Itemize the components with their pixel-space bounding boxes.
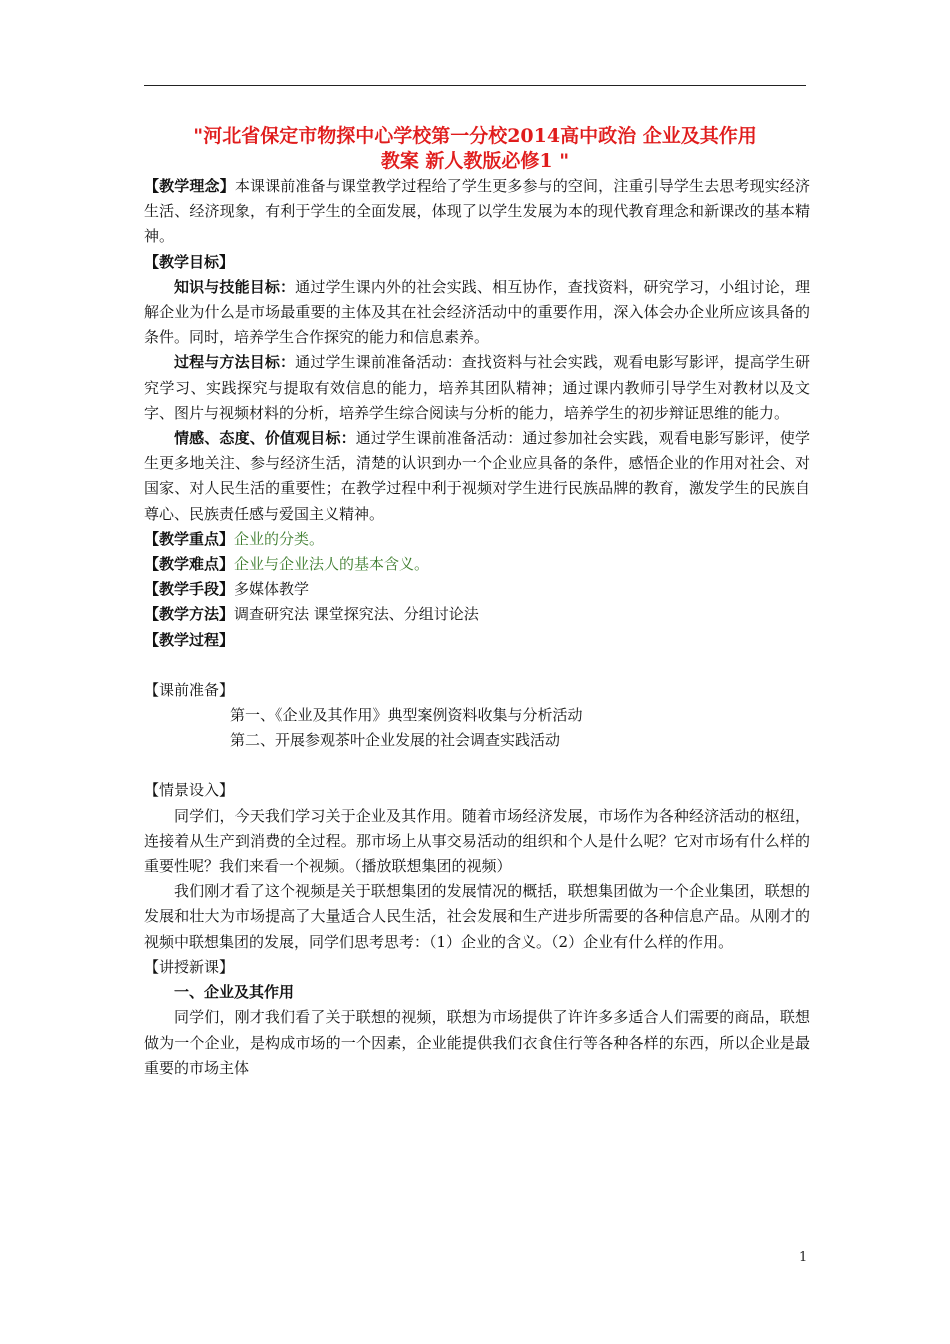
goal1-label: 知识与技能目标： [174, 277, 296, 296]
goal3-text: 通过学生课前准备活动：通过参加社会实践，观看电影写影评，使学生更多地关注、参与经济生活，清楚的认识到办一个企业应具备的条件，感悟企业的作用对社会、对国家、对人民生活的重要性；在教学过程中利于视频对学生进行民族品牌的教育，激发学生的民族自尊心、民族责任感与爱国主义精神。 [144, 429, 810, 523]
concept-label: 【教学理念】 [144, 177, 235, 195]
method-label: 【教学方法】 [144, 605, 235, 624]
difficulty-label: 【教学难点】 [144, 555, 235, 574]
teaching-method [144, 602, 810, 627]
goal2-text: 通过学生课前准备活动：查找资料与社会实践，观看电影写影评，提高学生研究学习、实践探究与提取有效信息的能力，培养其团队精神；通过课内教师引导学生对教材以及文字、图片与视频材料的分析，培养学生综合阅读与分析的能力，培养学生的初步辩证思维的能力。 [144, 353, 810, 422]
section-heading-1: 一、企业及其作用 [174, 983, 295, 1002]
teaching-means [144, 577, 810, 602]
prep-label: 【课前准备】 [144, 680, 235, 699]
goal-process [144, 350, 810, 426]
goal2-label: 过程与方法目标： [174, 353, 296, 372]
focus-text: 企业的分类。 [234, 529, 325, 548]
spacer [144, 753, 810, 778]
focus-label: 【教学重点】 [144, 529, 235, 548]
teaching-concept [144, 174, 810, 250]
title-line-1: "河北省保定市物探中心学校第一分校2014高中政治 企业及其作用 [193, 125, 757, 147]
teaching-focus [144, 527, 810, 552]
intro-paragraph-2: 我们刚才看了这个视频是关于联想集团的发展情况的概括，联想集团做为一个企业集团，联想的发展和壮大为市场提高了大量适合人民生活，社会发展和生产进步所需要的各种信息产品。从刚才的视频中联想集团的发展，同学们思考思考：（1）企业的含义。（2）企业有什么样的作用。 [144, 882, 810, 951]
prep-item-2: 第二、开展参观茶叶企业发展的社会调查实践活动 [230, 731, 561, 750]
means-label: 【教学手段】 [144, 580, 235, 599]
goal3-label: 情感、态度、价值观目标： [174, 429, 356, 448]
method-text: 调查研究法 课堂探究法、分组讨论法 [234, 605, 479, 624]
header-rule [144, 85, 806, 86]
document-title [144, 124, 806, 174]
intro-label: 【情景设入】 [144, 781, 235, 800]
goal-emotion [144, 426, 810, 527]
title-line-2: 教案 新人教版必修1 " [380, 150, 570, 172]
means-text: 多媒体教学 [234, 580, 310, 599]
spacer [144, 653, 810, 678]
difficulty-text: 企业与企业法人的基本含义。 [234, 555, 430, 574]
prep-item-1: 第一、《企业及其作用》典型案例资料收集与分析活动 [230, 706, 583, 725]
intro-paragraph-1: 同学们，今天我们学习关于企业及其作用。随着市场经济发展，市场作为各种经济活动的枢纽，连接着从生产到消费的全过程。那市场上从事交易活动的组织和个人是什么呢？它对市场有什么样的重要性呢？我们来看一个视频。（播放联想集团的视频） [144, 806, 810, 876]
goal1-text: 通过学生课内外的社会实践、相互协作，查找资料，研究学习，小组讨论，理解企业为什么是市场最重要的主体及其在社会经济活动中的重要作用，深入体会办企业所应该具备的条件。同时，培养学生合作探究的能力和信息素养。 [144, 277, 810, 347]
lecture-paragraph-1: 同学们，刚才我们看了关于联想的视频，联想为市场提供了许许多多适合人们需要的商品，联想做为一个企业，是构成市场的一个因素，企业能提供我们衣食住行等各种各样的东西，所以企业是最重要的市场主体 [144, 1008, 810, 1077]
concept-text: 本课课前准备与课堂教学过程给了学生更多参与的空间，注重引导学生去思考现实经济生活、经济现象，有利于学生的全面发展，体现了以学生发展为本的现代教育理念和新课改的基本精神。 [144, 177, 810, 246]
document-body [144, 174, 810, 1081]
lecture-label: 【讲授新课】 [144, 957, 235, 976]
goals-label: 【教学目标】 [144, 252, 235, 271]
teaching-difficulty [144, 552, 810, 577]
goal-knowledge [144, 275, 810, 351]
page-number: 1 [799, 1250, 808, 1265]
process-label: 【教学过程】 [144, 630, 235, 649]
